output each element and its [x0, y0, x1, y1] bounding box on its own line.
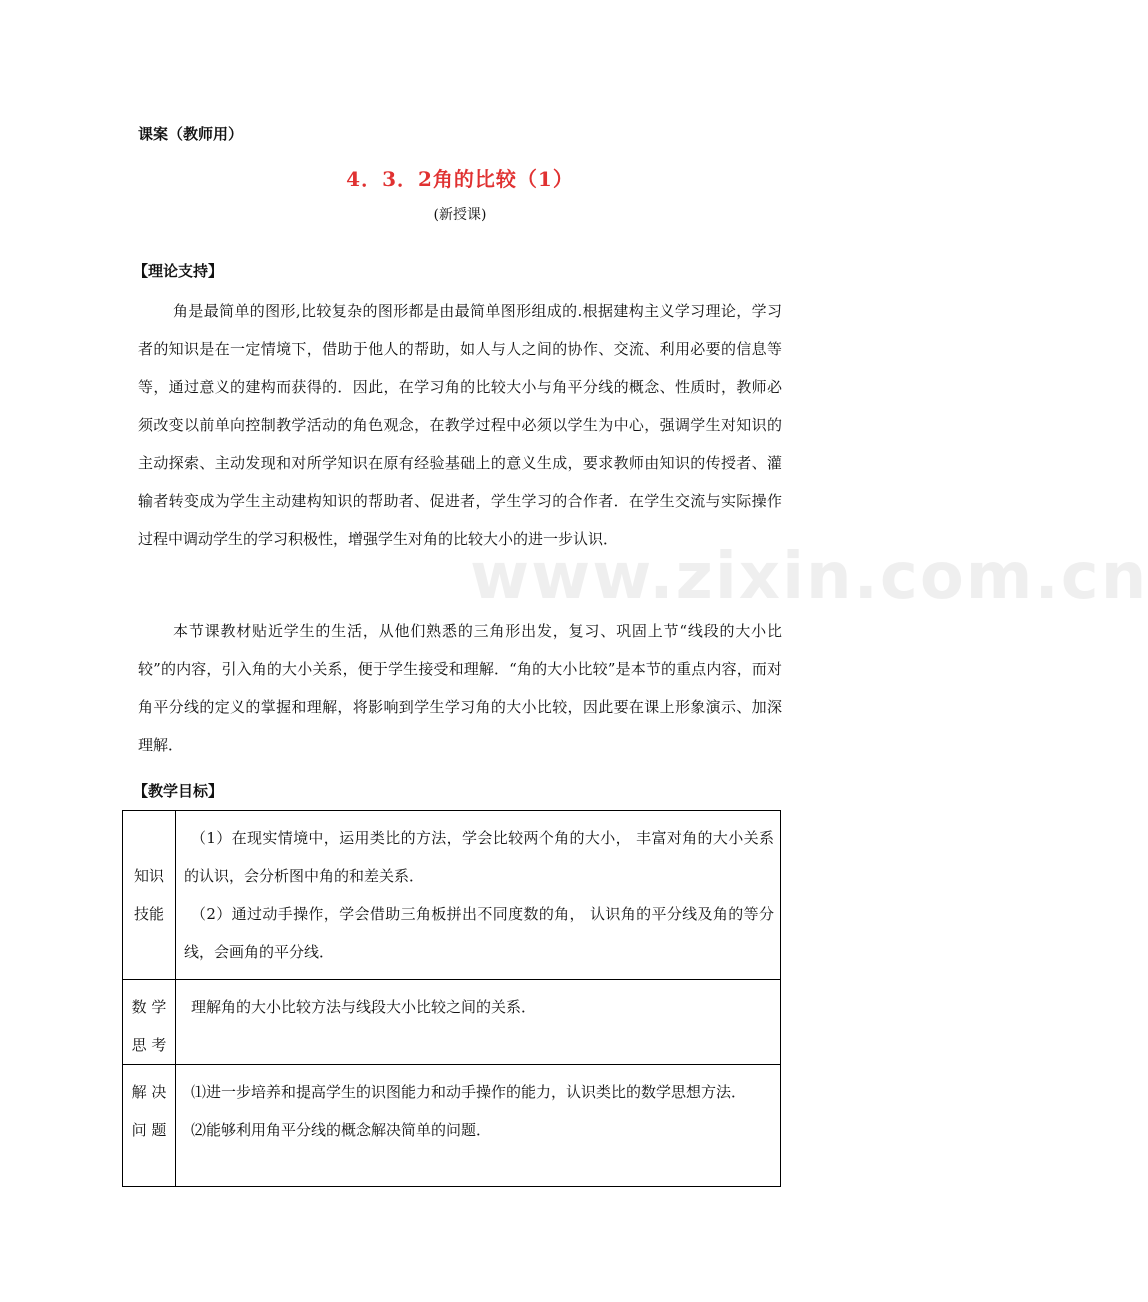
theory-paragraph-2: 本节课教材贴近学生的生活，从他们熟悉的三角形出发，复习、巩固上节“线段的大小比较”的内容，引入角的大小关系，便于学生接受和理解．“角的大小比较”是本节的重点内容，而对角平分线的定义的掌握和理解，将影响到学生学习角的大小比较，因此要在课上形象演示、加深理解． [138, 622, 782, 754]
theory-paragraph-1: 角是最简单的图形,比较复杂的图形都是由最简单图形组成的.根据建构主义学习理论，学习者的知识是在一定情境下，借助于他人的帮助，如人与人之间的协作、交流、利用必要的信息等等，通过意义的建构而获得的．因此，在学习角的比较大小与角平分线的概念、性质时，教师必须改变以前单向控制教学活动的角色观念，在教学过程中必须以学生为中心，强调学生对知识的主动探索、主动发现和对所学知识在原有经验基础上的意义生成，要求教师由知识的传授者、灌输者转变成为学生主动建构知识的帮助者、促进者，学生学习的合作者．在学生交流与实际操作过程中调动学生的学习积极性，增强学生对角的比较大小的进一步认识． [138, 302, 782, 548]
content-cell [176, 1065, 781, 1187]
category-line: 数 学 [131, 998, 167, 1016]
category-line: 解 决 [131, 1083, 167, 1101]
objective-item: （2）通过动手操作，学会借助三角板拼出不同度数的角， 认识角的平分线及角的等分线，会画角的平分线． [184, 905, 774, 961]
category-line: 问 题 [131, 1121, 167, 1139]
watermark: www.zixin.com.cn [470, 540, 1148, 614]
category-cell [123, 980, 176, 1065]
objectives-table [122, 810, 781, 1187]
objective-item: （1）在现实情境中，运用类比的方法，学会比较两个角的大小， 丰富对角的大小关系的认识，会分析图中角的和差关系． [184, 829, 774, 885]
objective-item: ⑴进一步培养和提高学生的识图能力和动手操作的能力，认识类比的数学思想方法． [191, 1083, 747, 1101]
category-line: 思 考 [131, 1036, 167, 1054]
content-cell [176, 980, 781, 1065]
theory-heading: 【理论支持】 [133, 262, 224, 280]
category-line: 技能 [133, 905, 164, 923]
category-line: 知识 [133, 867, 164, 885]
category-cell [123, 811, 176, 980]
table-row [123, 811, 781, 980]
page-title: 4．3．2角的比较（1） [346, 167, 574, 191]
objective-item: ⑵能够利用角平分线的概念解决简单的问题． [191, 1121, 492, 1139]
category-cell [123, 1065, 176, 1187]
table-row [123, 1065, 781, 1187]
table-row [123, 980, 781, 1065]
page-subtitle: (新授课) [433, 207, 487, 223]
objective-item: 理解角的大小比较方法与线段大小比较之间的关系． [191, 998, 537, 1016]
doc-label: 课案（教师用） [138, 125, 244, 143]
objectives-heading: 【教学目标】 [133, 782, 224, 800]
content-cell [176, 811, 781, 980]
